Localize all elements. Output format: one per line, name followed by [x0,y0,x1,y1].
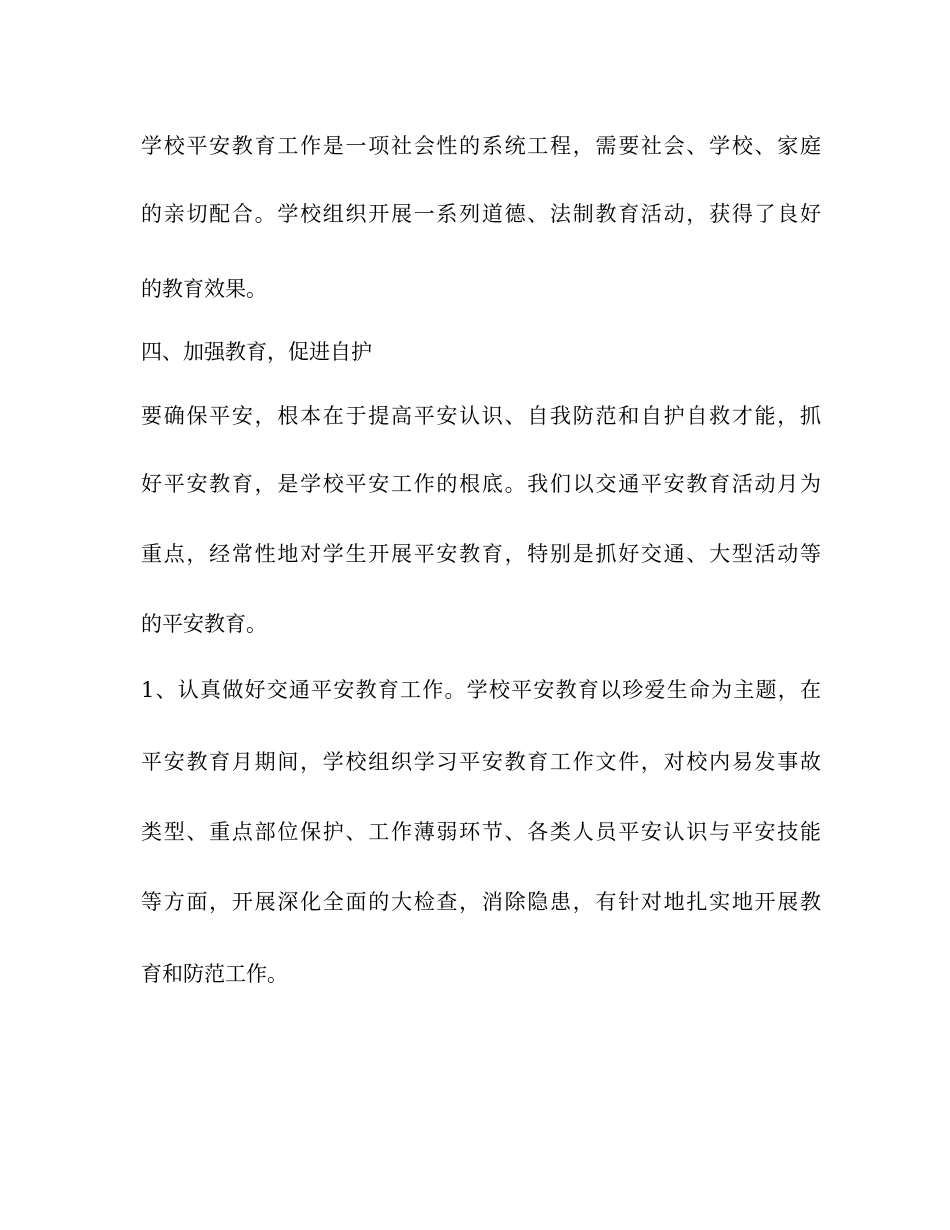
paragraph-line: 的教育效果。 [141,277,267,301]
paragraph-line: 的亲切配合。学校组织开展一系列道德、法制教育活动，获得了良好 [141,202,821,226]
paragraph-line: 1、认真做好交通平安教育工作。学校平安教育以珍爱生命为主题，在 [141,678,821,702]
paragraph-line: 类型、重点部位保护、工作薄弱环节、各类人员平安认识与平安技能 [141,820,821,844]
paragraph-line: 好平安教育，是学校平安工作的根底。我们以交通平安教育活动月为 [141,472,821,496]
paragraph-line: 重点，经常性地对学生开展平安教育，特别是抓好交通、大型活动等 [141,542,821,566]
paragraph-line: 育和防范工作。 [141,962,288,986]
paragraph-line: 要确保平安，根本在于提高平安认识、自我防范和自护自救才能，抓 [141,404,821,428]
paragraph-line: 等方面，开展深化全面的大检查，消除隐患，有针对地扎实地开展教 [141,890,821,914]
paragraph-line: 的平安教育。 [141,612,267,636]
paragraph-line: 平安教育月期间，学校组织学习平安教育工作文件，对校内易发事故 [141,750,821,774]
paragraph-line: 学校平安教育工作是一项社会性的系统工程，需要社会、学校、家庭 [141,134,821,158]
section-heading: 四、加强教育，促进自护 [141,340,372,364]
